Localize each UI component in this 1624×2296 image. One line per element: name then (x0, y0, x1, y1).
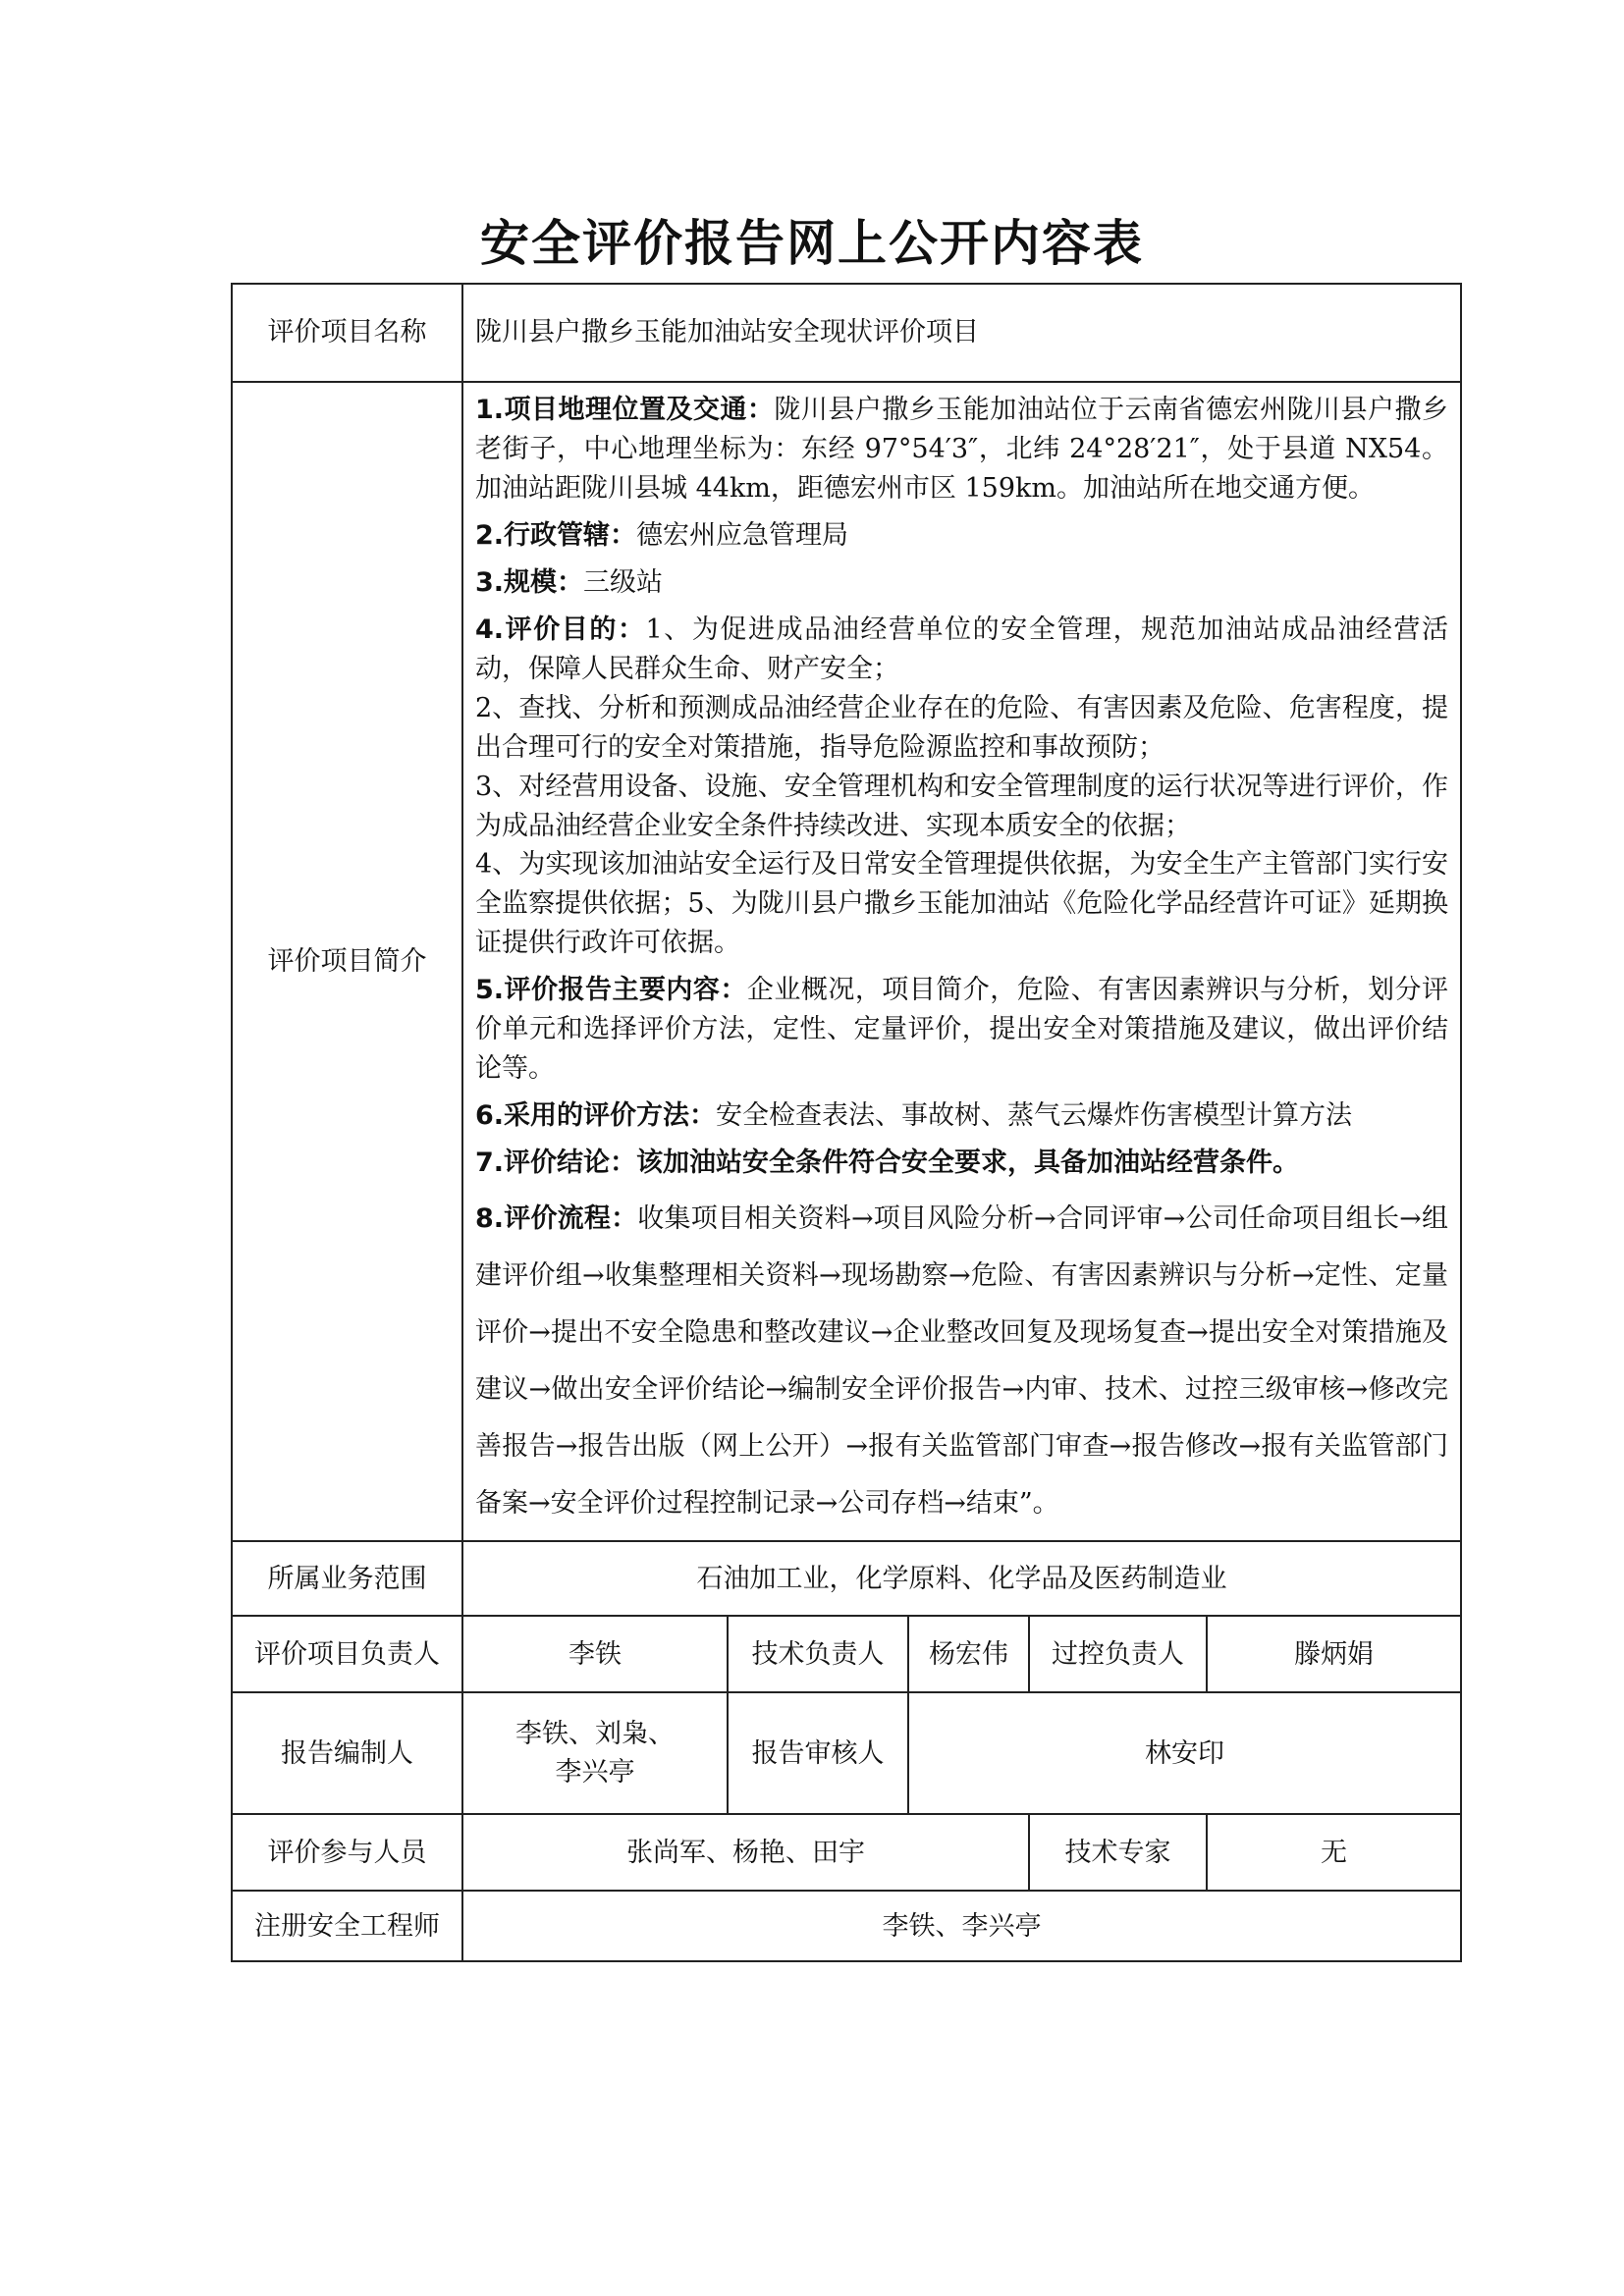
intro-process (475, 1191, 1448, 1532)
intro-location-text: 陇川县户撒乡玉能加油站位于云南省德宏州陇川县户撒乡老街子，中心地理坐标为：东经 97°54′3″，北纬 24°28′21″，处于县道 NX54。加油站距陇川县城 44km，距德宏州市区 159km。加油站所在地交通方便。 (475, 395, 1448, 504)
tech-lead-label: 技术负责人 (728, 1616, 908, 1692)
authors-value-line-2: 李兴亭 (555, 1757, 635, 1789)
intro-purpose (475, 611, 1448, 689)
intro-methods-heading: 6.采用的评价方法： (475, 1100, 717, 1132)
row-intro (232, 382, 1461, 1541)
intro-scale-heading: 3.规模： (475, 566, 584, 598)
expert-value: 无 (1207, 1814, 1461, 1891)
intro-content (462, 382, 1461, 1541)
process-lead-label: 过控负责人 (1029, 1616, 1207, 1692)
row-engineers (232, 1891, 1461, 1961)
project-lead-label: 评价项目负责人 (232, 1616, 462, 1692)
business-scope-label: 所属业务范围 (232, 1541, 462, 1616)
intro-location-heading: 1.项目地理位置及交通： (475, 395, 775, 425)
row-leaders (232, 1616, 1461, 1692)
page-title: 安全评价报告网上公开内容表 (480, 215, 1144, 272)
intro-location (475, 391, 1448, 508)
expert-label: 技术专家 (1029, 1814, 1207, 1891)
intro-jurisdiction-heading: 2.行政管辖： (475, 519, 637, 551)
intro-scale-text: 三级站 (583, 566, 664, 598)
row-project-name (232, 284, 1461, 382)
intro-report-content (475, 971, 1448, 1089)
intro-purpose-3: 3、对经营用设备、设施、安全管理机构和安全管理制度的运行状况等进行评价，作为成品油经营企业安全条件持续改进、实现本质安全的依据； (475, 771, 1448, 841)
participants-value: 张尚军、杨艳、田宇 (462, 1814, 1029, 1891)
reviewer-value: 林安印 (908, 1692, 1461, 1814)
intro-scale (475, 563, 1448, 603)
intro-jurisdiction (475, 516, 1448, 556)
intro-methods-text: 安全检查表法、事故树、蒸气云爆炸伤害模型计算方法 (716, 1100, 1353, 1132)
authors-value (462, 1692, 728, 1814)
intro-purpose-2: 2、查找、分析和预测成品油经营企业存在的危险、有害因素及危险、危害程度，提出合理可行的安全对策措施，指导危险源监控和事故预防； (475, 692, 1448, 763)
project-lead-value: 李铁 (462, 1616, 728, 1692)
row-business-scope (232, 1541, 1461, 1616)
disclosure-table (231, 283, 1462, 1962)
intro-methods (475, 1096, 1448, 1136)
project-name-value: 陇川县户撒乡玉能加油站安全现状评价项目 (462, 284, 1461, 382)
intro-jurisdiction-text: 德宏州应急管理局 (636, 519, 849, 551)
row-authors (232, 1692, 1461, 1814)
authors-label: 报告编制人 (232, 1692, 462, 1814)
engineers-label: 注册安全工程师 (232, 1891, 462, 1961)
intro-process-heading: 8.评价流程： (475, 1203, 638, 1235)
engineers-value: 李铁、李兴亭 (462, 1891, 1461, 1961)
tech-lead-value: 杨宏伟 (908, 1616, 1029, 1692)
intro-label: 评价项目简介 (232, 382, 462, 1541)
intro-purpose-item-1: 1、为促进成品油经营单位的安全管理，规范加油站成品油经营活动，保障人民群众生命、财产安全； (475, 614, 1448, 684)
intro-purpose-heading: 4.评价目的： (475, 614, 646, 645)
intro-process-text: 收集项目相关资料→项目风险分析→合同评审→公司任命项目组长→组建评价组→收集整理相关资料→现场勘察→危险、有害因素辨识与分析→定性、定量评价→提出不安全隐患和整改建议→企业整改回复及现场复查→提出安全对策措施及建议→做出安全评价结论→编制安全评价报告→内审、技术、过控三级审核→修改完善报告→报告出版（网上公开）→报有关监管部门审查→报告修改→报有关监管部门备案→安全评价过程控制记录→公司存档→结束”。 (475, 1203, 1448, 1520)
authors-value-line-1: 李铁、刘枭、 (515, 1719, 675, 1750)
intro-purpose-4: 4、为实现该加油站安全运行及日常安全管理提供依据，为安全生产主管部门实行安全监察提供依据；5、为陇川县户撒乡玉能加油站《危险化学品经营许可证》延期换证提供行政许可依据。 (475, 849, 1448, 959)
process-lead-value: 滕炳娟 (1207, 1616, 1461, 1692)
reviewer-label: 报告审核人 (728, 1692, 908, 1814)
business-scope-value: 石油加工业，化学原料、化学品及医药制造业 (462, 1541, 1461, 1616)
intro-report-content-text: 企业概况，项目简介，危险、有害因素辨识与分析，划分评价单元和选择评价方法，定性、定量评价，提出安全对策措施及建议，做出评价结论等。 (475, 975, 1448, 1085)
intro-report-content-heading: 5.评价报告主要内容： (475, 975, 747, 1006)
project-name-label: 评价项目名称 (232, 284, 462, 382)
participants-label: 评价参与人员 (232, 1814, 462, 1891)
row-participants (232, 1814, 1461, 1891)
intro-conclusion: 7.评价结论：该加油站安全条件符合安全要求，具备加油站经营条件。 (475, 1148, 1300, 1179)
